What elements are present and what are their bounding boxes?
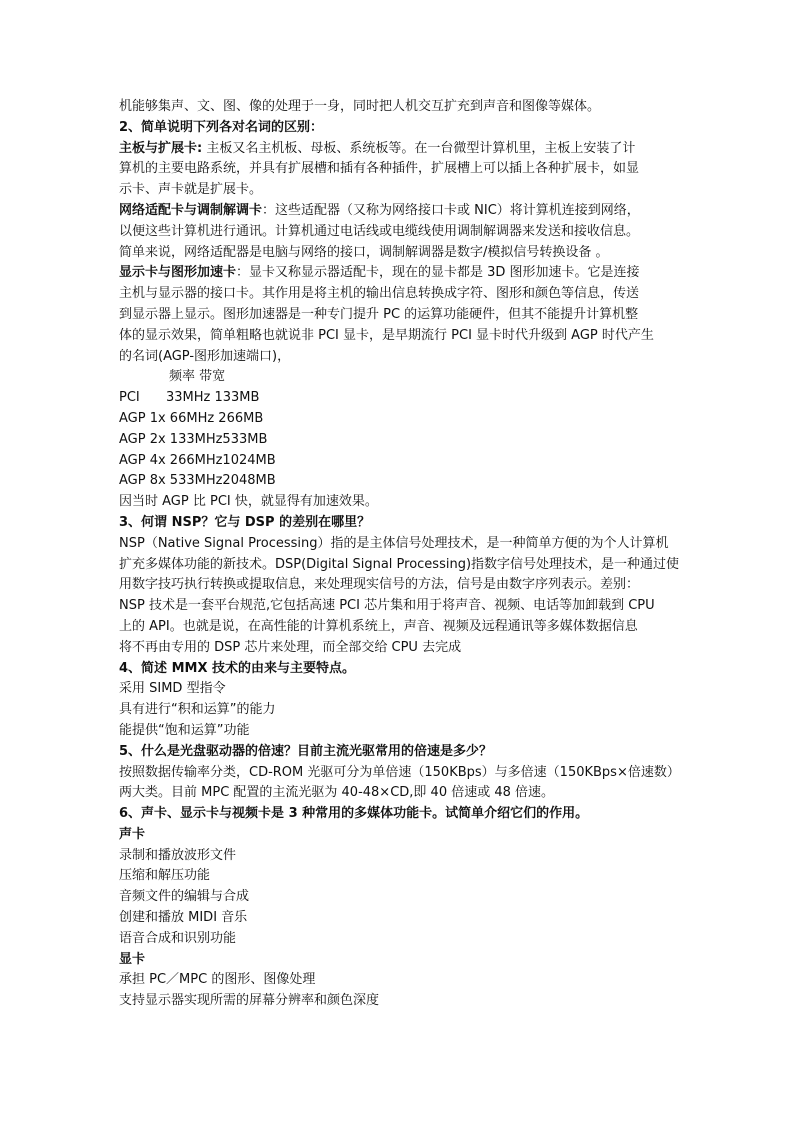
- list-item: 能提供“饱和运算”功能: [119, 722, 250, 738]
- list-item: 承担 PC／MPC 的图形、图像处理: [119, 972, 316, 988]
- question-5-heading: 5、什么是光盘驱动器的倍速？目前主流光驱常用的倍速是多少？: [119, 743, 493, 759]
- agp-table-cell: 33MHz 133MB: [166, 390, 260, 406]
- list-item: 压缩和解压功能: [119, 868, 211, 884]
- list-item: 录制和播放波形文件: [119, 847, 237, 863]
- paragraph-line: 简单来说，网络适配器是电脑与网络的接口，调制解调器是数字/模拟信号转换设备 。: [119, 244, 609, 260]
- paragraph-line: 因当时 AGP 比 PCI 快，就显得有加速效果。: [119, 494, 378, 510]
- definition-text: ：这些适配器（又称为网络接口卡或 NIC）将计算机连接到网络，: [262, 202, 640, 218]
- term-motherboard: 主板与扩展卡:: [119, 140, 203, 156]
- paragraph-line: [119, 263, 699, 284]
- paragraph-line: 主机与显示器的接口卡。其作用是将主机的输出信息转换成字符、图形和颜色等信息，传送: [119, 286, 640, 302]
- paragraph-line: 按照数据传输率分类，CD-ROM 光驱可分为单倍速（150KBps）与多倍速（150KBps×倍速数）: [119, 764, 680, 780]
- agp-table-row: AGP 4x 266MHz1024MB: [119, 452, 276, 468]
- agp-table-row: AGP 1x 66MHz 266MB: [119, 410, 264, 426]
- graphics-card-heading: 显卡: [119, 951, 146, 967]
- list-item: 采用 SIMD 型指令: [119, 681, 226, 697]
- paragraph-line: 扩充多媒体功能的新技术。DSP(Digital Signal Processing)指数字信号处理技术，是一种通过使: [119, 556, 680, 572]
- agp-table-row: AGP 2x 133MHz533MB: [119, 431, 268, 447]
- question-6-heading: 6、声卡、显示卡与视频卡是 3 种常用的多媒体功能卡。试简单介绍它们的作用。: [119, 806, 589, 822]
- document-body: [119, 97, 699, 1012]
- paragraph-line: 算机的主要电路系统，并具有扩展槽和插有各种插件，扩展槽上可以插上各种扩展卡，如显: [119, 161, 640, 177]
- definition-text: ：显卡又称显示器适配卡，现在的显卡都是 3D 图形加速卡。它是连接: [236, 265, 640, 281]
- question-2-heading: 2、简单说明下列各对名词的区别：: [119, 119, 324, 135]
- list-item: 支持显示器实现所需的屏幕分辨率和颜色深度: [119, 993, 380, 1009]
- list-item: 语音合成和识别功能: [119, 930, 237, 946]
- paragraph-line: 的名词(AGP-图形加速端口)，: [119, 348, 291, 364]
- term-video-card: 显示卡与图形加速卡: [119, 265, 237, 281]
- agp-table-header: 频率 带宽: [169, 369, 226, 385]
- paragraph-line: [119, 201, 699, 222]
- term-network-adapter: 网络适配卡与调制解调卡: [119, 202, 263, 218]
- agp-table-cell: PCI: [119, 390, 140, 406]
- question-3-heading: 3、何谓 NSP？它与 DSP 的差别在哪里？: [119, 514, 371, 530]
- paragraph-line: 上的 API。也就是说，在高性能的计算机系统上，声音、视频及远程通讯等多媒体数据信息: [119, 618, 638, 634]
- agp-table-row: [119, 388, 699, 409]
- paragraph-line: 体的显示效果，简单粗略也就说非 PCI 显卡，是早期流行 PCI 显卡时代升级到 AGP 时代产生: [119, 327, 654, 343]
- paragraph-line: NSP 技术是一套平台规范,它包括高速 PCI 芯片集和用于将声音、视频、电话等加卸载到 CPU: [119, 598, 655, 614]
- list-item: 创建和播放 MIDI 音乐: [119, 910, 248, 926]
- paragraph-line: 将不再由专用的 DSP 芯片来处理，而全部交给 CPU 去完成: [119, 639, 462, 655]
- question-4-heading: 4、简述 MMX 技术的由来与主要特点。: [119, 660, 355, 676]
- paragraph-line: NSP（Native Signal Processing）指的是主体信号处理技术，是一种简单方便的为个人计算机: [119, 535, 669, 551]
- list-item: 音频文件的编辑与合成: [119, 889, 250, 905]
- paragraph-line: 机能够集声、文、图、像的处理于一身，同时把人机交互扩充到声音和图像等媒体。: [119, 99, 601, 114]
- list-item: 具有进行“积和运算”的能力: [119, 702, 276, 718]
- agp-table-row: AGP 8x 533MHz2048MB: [119, 473, 276, 489]
- paragraph-line: 到显示器上显示。图形加速器是一种专门提升 PC 的运算功能硬件，但其不能提升计算机整: [119, 306, 639, 322]
- paragraph-line: 示卡、声卡就是扩展卡。: [119, 182, 263, 198]
- paragraph-line: 两大类。目前 MPC 配置的主流光驱为 40-48×CD,即 40 倍速或 48 倍速。: [119, 785, 555, 801]
- sound-card-heading: 声卡: [119, 826, 146, 842]
- paragraph-line: 用数字技巧执行转换或提取信息，来处理现实信号的方法，信号是由数字序列表示。差别：: [119, 577, 640, 593]
- paragraph-line: 以便这些计算机进行通讯。计算机通过电话线或电缆线使用调制解调器来发送和接收信息。: [119, 223, 640, 239]
- definition-text: 主板又名主机板、母板、系统板等。在一台微型计算机里，主板上安装了计: [202, 140, 636, 156]
- paragraph-line: [119, 139, 699, 160]
